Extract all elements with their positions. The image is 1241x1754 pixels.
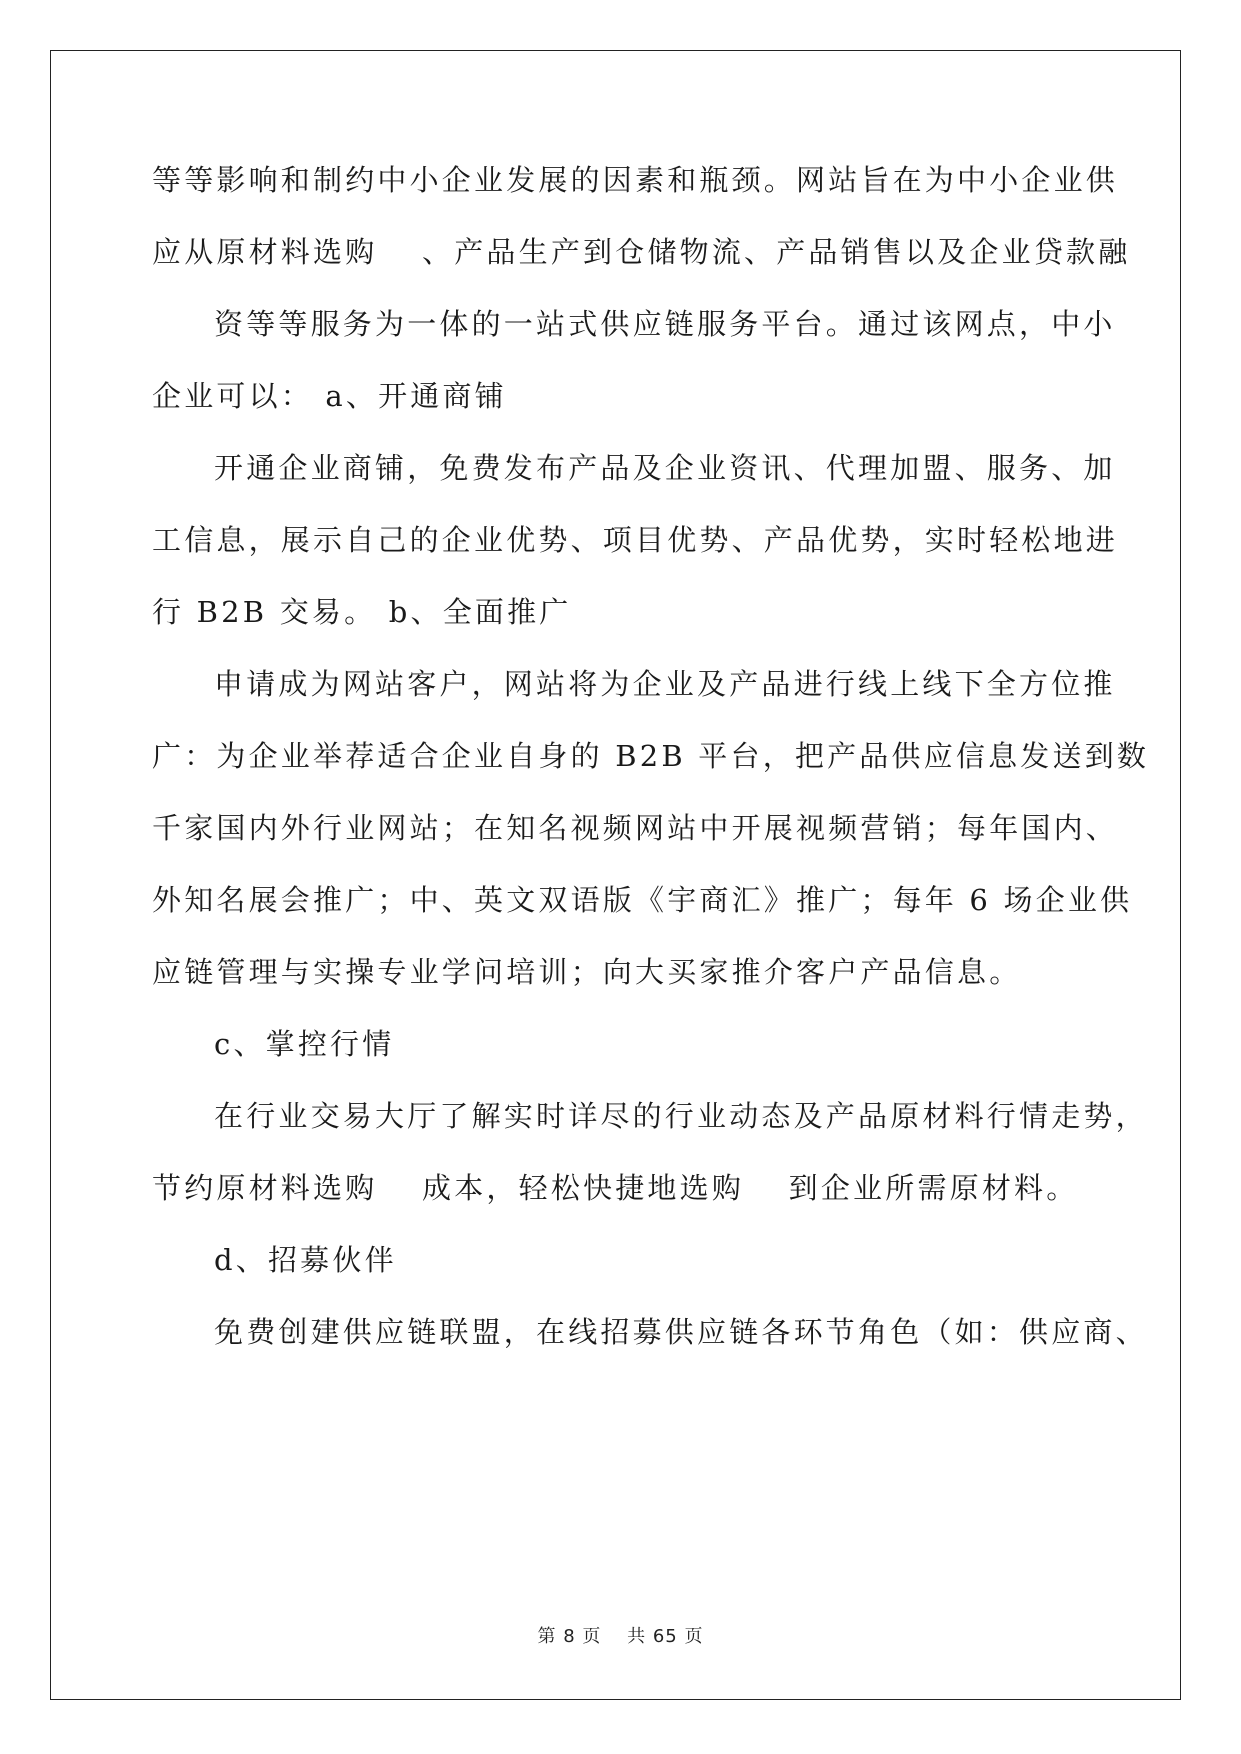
text-line: 等等影响和制约中小企业发展的因素和瓶颈。网站旨在为中小企业供 (152, 163, 1119, 197)
text-line: 免费创建供应链联盟，在线招募供应链各环节角色（如：供应商、 (214, 1315, 1148, 1349)
section-heading-c: c、掌控行情 (214, 1027, 395, 1061)
text-line: 应从原材料选购 、产品生产到仓储物流、产品销售以及企业贷款融 (152, 235, 1131, 269)
text-line: 千家国内外行业网站；在知名视频网站中开展视频营销；每年国内、 (152, 811, 1119, 845)
page-number: 第 8 页 共 65 页 (537, 1626, 704, 1647)
text-line: 外知名展会推广；中、英文双语版《宇商汇》推广；每年 6 场企业供 (152, 883, 1133, 917)
page-border (50, 50, 1181, 1700)
text-line: 资等等服务为一体的一站式供应链服务平台。通过该网点，中小 (214, 307, 1116, 341)
text-line: 广：为企业举荐适合企业自身的 B2B 平台，把产品供应信息发送到数 (152, 739, 1150, 773)
text-line: 在行业交易大厅了解实时详尽的行业动态及产品原材料行情走势， (214, 1099, 1148, 1133)
text-line: 开通企业商铺，免费发布产品及企业资讯、代理加盟、服务、加 (214, 451, 1116, 485)
section-heading-d: d、招募伙伴 (214, 1243, 397, 1277)
text-line: 节约原材料选购 成本，轻松快捷地选购 到企业所需原材料。 (152, 1171, 1079, 1205)
text-line: 企业可以： a、开通商铺 (152, 379, 507, 413)
text-line: 行 B2B 交易。 b、全面推广 (152, 595, 572, 629)
text-line: 申请成为网站客户，网站将为企业及产品进行线上线下全方位推 (214, 667, 1116, 701)
text-line: 工信息，展示自己的企业优势、项目优势、产品优势，实时轻松地进 (152, 523, 1119, 557)
text-line: 应链管理与实操专业学问培训；向大买家推介客户产品信息。 (152, 955, 1022, 989)
